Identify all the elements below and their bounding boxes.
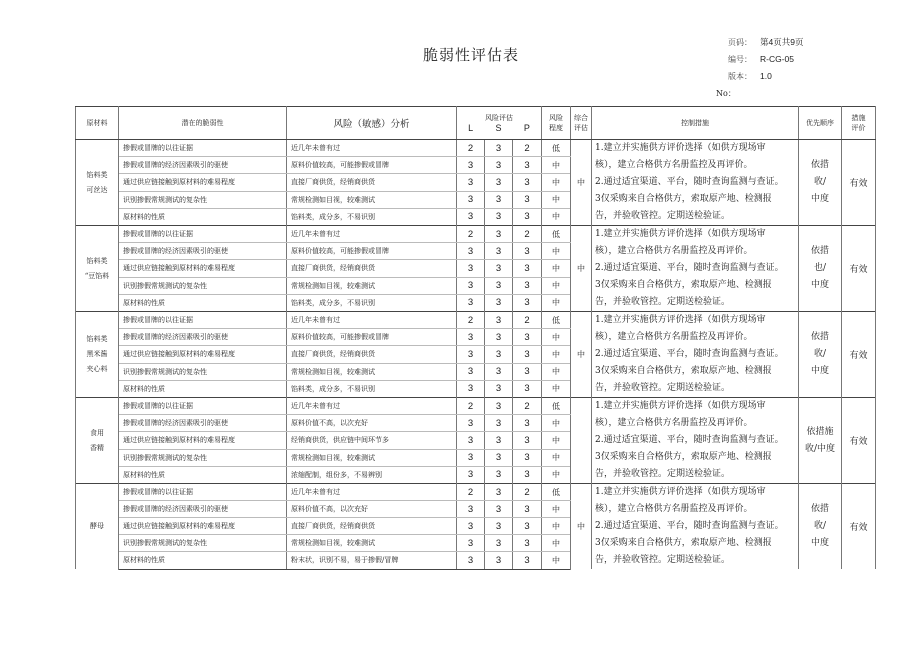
header-risk-level <box>542 107 571 140</box>
vulnerability-cell: 掺假或冒牌的经济因素吸引的驱使 <box>119 243 287 260</box>
risk-analysis-cell: 原料价值较高，可能掺假或冒牌 <box>287 329 457 346</box>
control-measures <box>592 484 799 570</box>
header-P: P <box>523 123 530 133</box>
header-control: 控制措施 <box>592 107 799 140</box>
s-score: 3 <box>485 363 513 380</box>
header-measure-1: 措施 <box>851 114 866 122</box>
control-line: 告，并验收管控。定期送检验证。 <box>595 211 731 221</box>
s-score: 3 <box>485 415 513 432</box>
table-row <box>76 226 876 243</box>
vulnerability-cell: 识别掺假常规测试的复杂性 <box>119 449 287 466</box>
vulnerability-cell: 原材料的性质 <box>119 380 287 397</box>
l-score: 3 <box>457 174 485 191</box>
p-score: 2 <box>513 484 542 501</box>
control-line: 核），建立合格供方名册监控及再评价。 <box>595 504 753 514</box>
vulnerability-cell: 掺假或冒牌的以往证据 <box>119 484 287 501</box>
vulnerability-table <box>75 106 876 570</box>
risk-analysis-cell: 馅料类，成分多，不易识别 <box>287 208 457 225</box>
vulnerability-cell: 原材料的性质 <box>119 294 287 311</box>
s-score: 3 <box>485 243 513 260</box>
l-score: 3 <box>457 346 485 363</box>
risk-level: 低 <box>542 226 571 243</box>
l-score: 2 <box>457 484 485 501</box>
vulnerability-cell: 通过供应链接触到原材料的难易程度 <box>119 260 287 277</box>
risk-level: 中 <box>542 191 571 208</box>
material-name: 酵母 <box>90 522 104 530</box>
control-measures <box>592 140 799 226</box>
s-score: 3 <box>485 466 513 483</box>
page-value: 第4页共9页 <box>760 37 804 47</box>
control-line: 1.建立并实施供方评价选择（如供方现场审 <box>595 229 766 239</box>
l-score: 3 <box>457 260 485 277</box>
risk-analysis-cell: 原料价值不高，以次充好 <box>287 501 457 518</box>
risk-analysis-cell: 直接厂商供货，经销商供货 <box>287 346 457 363</box>
risk-analysis-cell: 近几年未曾有过 <box>287 398 457 415</box>
vulnerability-cell: 原材料的性质 <box>119 208 287 225</box>
s-score: 3 <box>485 501 513 518</box>
priority-line: 依措 <box>811 332 830 342</box>
overall-eval: 中 <box>571 140 592 226</box>
control-line: 3仅采购来自合格供方，索取原产地、检测报 <box>595 194 772 204</box>
p-score: 3 <box>513 449 542 466</box>
measure-evaluation: 有效 <box>842 312 876 398</box>
s-score: 3 <box>485 346 513 363</box>
control-line: 核），建立合格供方名册监控及再评价。 <box>595 246 753 256</box>
measure-evaluation: 有效 <box>842 226 876 312</box>
risk-analysis-cell: 浓缩配制，组份多，不易辨别 <box>287 466 457 483</box>
vulnerability-cell: 掺假或冒牌的以往证据 <box>119 398 287 415</box>
material-name: 黑米酱 <box>86 350 108 358</box>
p-score: 3 <box>513 466 542 483</box>
version-value: 1.0 <box>760 71 772 81</box>
material-name: 馅料类 <box>86 335 108 343</box>
measure-evaluation: 有效 <box>842 484 876 570</box>
header-lsp <box>457 123 541 133</box>
priority-cell <box>799 312 842 398</box>
control-line: 3仅采购来自合格供方，索取原产地、检测报 <box>595 366 772 376</box>
vulnerability-cell: 通过供应链接触到原材料的难易程度 <box>119 432 287 449</box>
overall-eval: 中 <box>571 226 592 312</box>
s-score: 3 <box>485 140 513 157</box>
risk-level: 中 <box>542 501 571 518</box>
control-line: 3仅采购来自合格供方，索取原产地、检测报 <box>595 538 772 548</box>
risk-level: 中 <box>542 157 571 174</box>
header-material: 原材料 <box>76 107 119 140</box>
priority-line: 收/中度 <box>805 443 836 454</box>
vulnerability-cell: 识别掺假常规测试的复杂性 <box>119 191 287 208</box>
vulnerability-cell: 原材料的性质 <box>119 466 287 483</box>
risk-level: 低 <box>542 140 571 157</box>
material-name: 馅料类 <box>86 170 108 179</box>
p-score: 3 <box>513 243 542 260</box>
risk-analysis-cell: 直接厂商供货，经销商供货 <box>287 174 457 191</box>
s-score: 3 <box>485 226 513 243</box>
risk-level: 中 <box>542 518 571 535</box>
control-line: 2.通过适宜渠道、平台，随时查询监测与查证。 <box>595 177 784 187</box>
risk-analysis-cell: 近几年未曾有过 <box>287 312 457 329</box>
p-score: 3 <box>513 432 542 449</box>
vulnerability-cell: 识别掺假常规测试的复杂性 <box>119 535 287 552</box>
priority-line: 依措 <box>811 504 830 514</box>
material-cell <box>76 398 119 484</box>
number-label: No： <box>716 89 736 98</box>
material-name: “豆馅料 <box>84 271 110 280</box>
s-score: 3 <box>485 552 513 569</box>
p-score: 3 <box>513 346 542 363</box>
s-score: 3 <box>485 191 513 208</box>
s-score: 3 <box>485 329 513 346</box>
p-score: 3 <box>513 294 542 311</box>
priority-line: 中度 <box>811 280 830 290</box>
p-score: 3 <box>513 260 542 277</box>
l-score: 3 <box>457 363 485 380</box>
s-score: 3 <box>485 312 513 329</box>
priority-cell <box>799 484 842 570</box>
measure-evaluation: 有效 <box>842 140 876 226</box>
header-overall-2: 评估 <box>574 124 589 132</box>
risk-analysis-cell: 原料价值不高，以次充好 <box>287 415 457 432</box>
l-score: 3 <box>457 432 485 449</box>
s-score: 3 <box>485 294 513 311</box>
risk-analysis-cell: 常规检测如目视，较难测试 <box>287 449 457 466</box>
vulnerability-cell: 掺假或冒牌的以往证据 <box>119 140 287 157</box>
table-row <box>76 484 876 501</box>
priority-line: 依措 <box>811 160 830 170</box>
control-line: 告，并验收管控。定期送检验证。 <box>595 555 731 565</box>
priority-cell <box>799 398 842 484</box>
s-score: 3 <box>485 484 513 501</box>
vulnerability-cell: 掺假或冒牌的经济因素吸引的驱使 <box>119 157 287 174</box>
vulnerability-cell: 掺假或冒牌的以往证据 <box>119 226 287 243</box>
material-cell <box>76 140 119 226</box>
risk-level: 中 <box>542 466 571 483</box>
s-score: 3 <box>485 380 513 397</box>
l-score: 2 <box>457 398 485 415</box>
control-line: 核），建立合格供方名册监控及再评价。 <box>595 160 753 170</box>
version-label: 版本： <box>728 72 752 81</box>
priority-line: 中度 <box>811 366 830 376</box>
risk-level: 中 <box>542 329 571 346</box>
risk-level: 中 <box>542 243 571 260</box>
l-score: 3 <box>457 535 485 552</box>
risk-analysis-cell: 经销商供货，供应链中间环节多 <box>287 432 457 449</box>
p-score: 3 <box>513 174 542 191</box>
control-line: 1.建立并实施供方评价选择（如供方现场审 <box>595 143 766 153</box>
l-score: 3 <box>457 466 485 483</box>
control-line: 1.建立并实施供方评价选择（如供方现场审 <box>595 315 766 325</box>
p-score: 2 <box>513 398 542 415</box>
l-score: 2 <box>457 312 485 329</box>
l-score: 3 <box>457 501 485 518</box>
header-L: L <box>468 123 474 133</box>
p-score: 3 <box>513 552 542 569</box>
l-score: 3 <box>457 552 485 569</box>
vulnerability-cell: 通过供应链接触到原材料的难易程度 <box>119 174 287 191</box>
measure-evaluation: 有效 <box>842 398 876 484</box>
vulnerability-cell: 掺假或冒牌的经济因素吸引的驱使 <box>119 329 287 346</box>
risk-analysis-cell: 直接厂商供货，经销商供货 <box>287 260 457 277</box>
s-score: 3 <box>485 277 513 294</box>
priority-line: 收/ <box>814 177 827 187</box>
p-score: 3 <box>513 380 542 397</box>
l-score: 3 <box>457 277 485 294</box>
overall-eval <box>571 398 592 484</box>
l-score: 3 <box>457 191 485 208</box>
header-risk-level-2: 程度 <box>549 124 564 132</box>
code-label: 编号： <box>728 55 752 64</box>
l-score: 3 <box>457 294 485 311</box>
vulnerability-cell: 识别掺假常规测试的复杂性 <box>119 277 287 294</box>
s-score: 3 <box>485 208 513 225</box>
vulnerability-cell: 通过供应链接触到原材料的难易程度 <box>119 346 287 363</box>
p-score: 2 <box>513 226 542 243</box>
material-name: 可丝达 <box>86 185 108 194</box>
risk-analysis-cell: 常规检测如目视，较难测试 <box>287 191 457 208</box>
risk-level: 中 <box>542 363 571 380</box>
control-measures <box>592 312 799 398</box>
risk-level: 中 <box>542 449 571 466</box>
p-score: 3 <box>513 157 542 174</box>
risk-analysis-cell: 常规检测如目视，较难测试 <box>287 363 457 380</box>
risk-level: 中 <box>542 277 571 294</box>
s-score: 3 <box>485 157 513 174</box>
control-line: 1.建立并实施供方评价选择（如供方现场审 <box>595 487 766 497</box>
s-score: 3 <box>485 432 513 449</box>
header-measure <box>842 107 876 140</box>
p-score: 3 <box>513 329 542 346</box>
vulnerability-cell: 掺假或冒牌的经济因素吸引的驱使 <box>119 415 287 432</box>
control-line: 2.通过适宜渠道、平台，随时查询监测与查证。 <box>595 349 784 359</box>
risk-analysis-cell: 常规检测如目视，较难测试 <box>287 535 457 552</box>
control-line: 3仅采购来自合格供方，索取原产地、检测报 <box>595 280 772 290</box>
risk-level: 中 <box>542 346 571 363</box>
control-line: 2.通过适宜渠道、平台，随时查询监测与查证。 <box>595 435 784 445</box>
s-score: 3 <box>485 518 513 535</box>
control-measures <box>592 398 799 484</box>
risk-analysis-cell: 直接厂商供货，经销商供货 <box>287 518 457 535</box>
priority-line: 中度 <box>811 194 830 204</box>
l-score: 3 <box>457 243 485 260</box>
overall-eval: 中 <box>571 484 592 570</box>
vulnerability-cell: 原材料的性质 <box>119 552 287 569</box>
p-score: 3 <box>513 415 542 432</box>
p-score: 2 <box>513 140 542 157</box>
material-cell <box>76 312 119 398</box>
table-row <box>76 398 876 415</box>
l-score: 3 <box>457 449 485 466</box>
p-score: 3 <box>513 535 542 552</box>
risk-analysis-cell: 馅料类，成分多，不易识别 <box>287 380 457 397</box>
header-risk-eval <box>457 107 542 140</box>
header-S: S <box>495 123 502 133</box>
control-line: 告，并验收管控。定期送检验证。 <box>595 297 731 307</box>
priority-line: 依措施 <box>806 426 834 437</box>
s-score: 3 <box>485 535 513 552</box>
risk-level: 中 <box>542 432 571 449</box>
control-line: 核），建立合格供方名册监控及再评价。 <box>595 418 753 428</box>
page-label: 页码： <box>728 38 752 47</box>
code-value: R-CG-05 <box>760 54 795 64</box>
material-cell <box>76 226 119 312</box>
risk-analysis-cell: 常规检测如目视，较难测试 <box>287 277 457 294</box>
risk-level: 中 <box>542 294 571 311</box>
vulnerability-cell: 掺假或冒牌的经济因素吸引的驱使 <box>119 501 287 518</box>
header-overall-1: 综合 <box>574 114 589 122</box>
l-score: 3 <box>457 157 485 174</box>
l-score: 3 <box>457 518 485 535</box>
control-line: 告，并验收管控。定期送检验证。 <box>595 383 731 393</box>
risk-level: 中 <box>542 415 571 432</box>
l-score: 3 <box>457 415 485 432</box>
control-measures <box>592 226 799 312</box>
risk-level: 低 <box>542 312 571 329</box>
material-cell <box>76 484 119 570</box>
priority-line: 依措 <box>811 246 830 256</box>
l-score: 2 <box>457 140 485 157</box>
control-line: 2.通过适宜渠道、平台，随时查询监测与查证。 <box>595 521 784 531</box>
s-score: 3 <box>485 174 513 191</box>
header-risk-level-1: 风险 <box>549 114 564 122</box>
header-overall <box>571 107 592 140</box>
material-name: 食用 <box>90 428 104 437</box>
risk-level: 低 <box>542 398 571 415</box>
p-score: 3 <box>513 518 542 535</box>
risk-level: 中 <box>542 208 571 225</box>
control-line: 2.通过适宜渠道、平台，随时查询监测与查证。 <box>595 263 784 273</box>
l-score: 3 <box>457 329 485 346</box>
p-score: 3 <box>513 208 542 225</box>
risk-analysis-cell: 近几年未曾有过 <box>287 484 457 501</box>
page-title: 脆弱性评估表 <box>423 46 520 64</box>
p-score: 3 <box>513 501 542 518</box>
risk-analysis-cell: 粉末状，识别不易，易于掺假/冒牌 <box>287 552 457 569</box>
control-line: 告，并验收管控。定期送检验证。 <box>595 469 731 479</box>
overall-eval: 中 <box>571 312 592 398</box>
risk-analysis-cell: 馅料类，成分多，不易识别 <box>287 294 457 311</box>
l-score: 3 <box>457 380 485 397</box>
material-name: 夹心料 <box>86 365 108 373</box>
header-risk-eval-label: 风险评估 <box>485 114 514 122</box>
table-header-row <box>76 107 876 140</box>
vulnerability-cell: 通过供应链接触到原材料的难易程度 <box>119 518 287 535</box>
risk-level: 中 <box>542 260 571 277</box>
l-score: 2 <box>457 226 485 243</box>
risk-level: 中 <box>542 174 571 191</box>
control-line: 核），建立合格供方名册监控及再评价。 <box>595 332 753 342</box>
p-score: 3 <box>513 191 542 208</box>
risk-level: 中 <box>542 552 571 569</box>
priority-line: 收/ <box>814 521 827 531</box>
s-score: 3 <box>485 398 513 415</box>
risk-analysis-cell: 原料价值较高，可能掺假或冒牌 <box>287 157 457 174</box>
risk-level: 低 <box>542 484 571 501</box>
header-risk-analysis: 风险（敏感）分析 <box>287 107 457 140</box>
priority-line: 中度 <box>811 538 830 548</box>
header-vulnerability: 潜在的脆弱性 <box>119 107 287 140</box>
priority-cell <box>799 226 842 312</box>
vulnerability-cell: 掺假或冒牌的以往证据 <box>119 312 287 329</box>
table-row <box>76 140 876 157</box>
header-priority: 优先顺序 <box>799 107 842 140</box>
table-row <box>76 312 876 329</box>
risk-analysis-cell: 近几年未曾有过 <box>287 226 457 243</box>
material-name: 馅料类 <box>86 256 108 265</box>
p-score: 3 <box>513 363 542 380</box>
s-score: 3 <box>485 449 513 466</box>
risk-level: 中 <box>542 535 571 552</box>
p-score: 3 <box>513 277 542 294</box>
control-line: 1.建立并实施供方评价选择（如供方现场审 <box>595 401 766 411</box>
document-meta <box>728 34 803 85</box>
priority-cell <box>799 140 842 226</box>
risk-analysis-cell: 原料价值较高，可能掺假或冒牌 <box>287 243 457 260</box>
risk-analysis-cell: 近几年未曾有过 <box>287 140 457 157</box>
risk-level: 中 <box>542 380 571 397</box>
vulnerability-cell: 识别掺假常规测试的复杂性 <box>119 363 287 380</box>
l-score: 3 <box>457 208 485 225</box>
header-measure-2: 评价 <box>851 124 866 132</box>
s-score: 3 <box>485 260 513 277</box>
control-line: 3仅采购来自合格供方，索取原产地、检测报 <box>595 452 772 462</box>
priority-line: 收/ <box>814 349 827 359</box>
p-score: 2 <box>513 312 542 329</box>
priority-line: 也/ <box>814 263 827 273</box>
material-name: 香精 <box>90 443 104 452</box>
